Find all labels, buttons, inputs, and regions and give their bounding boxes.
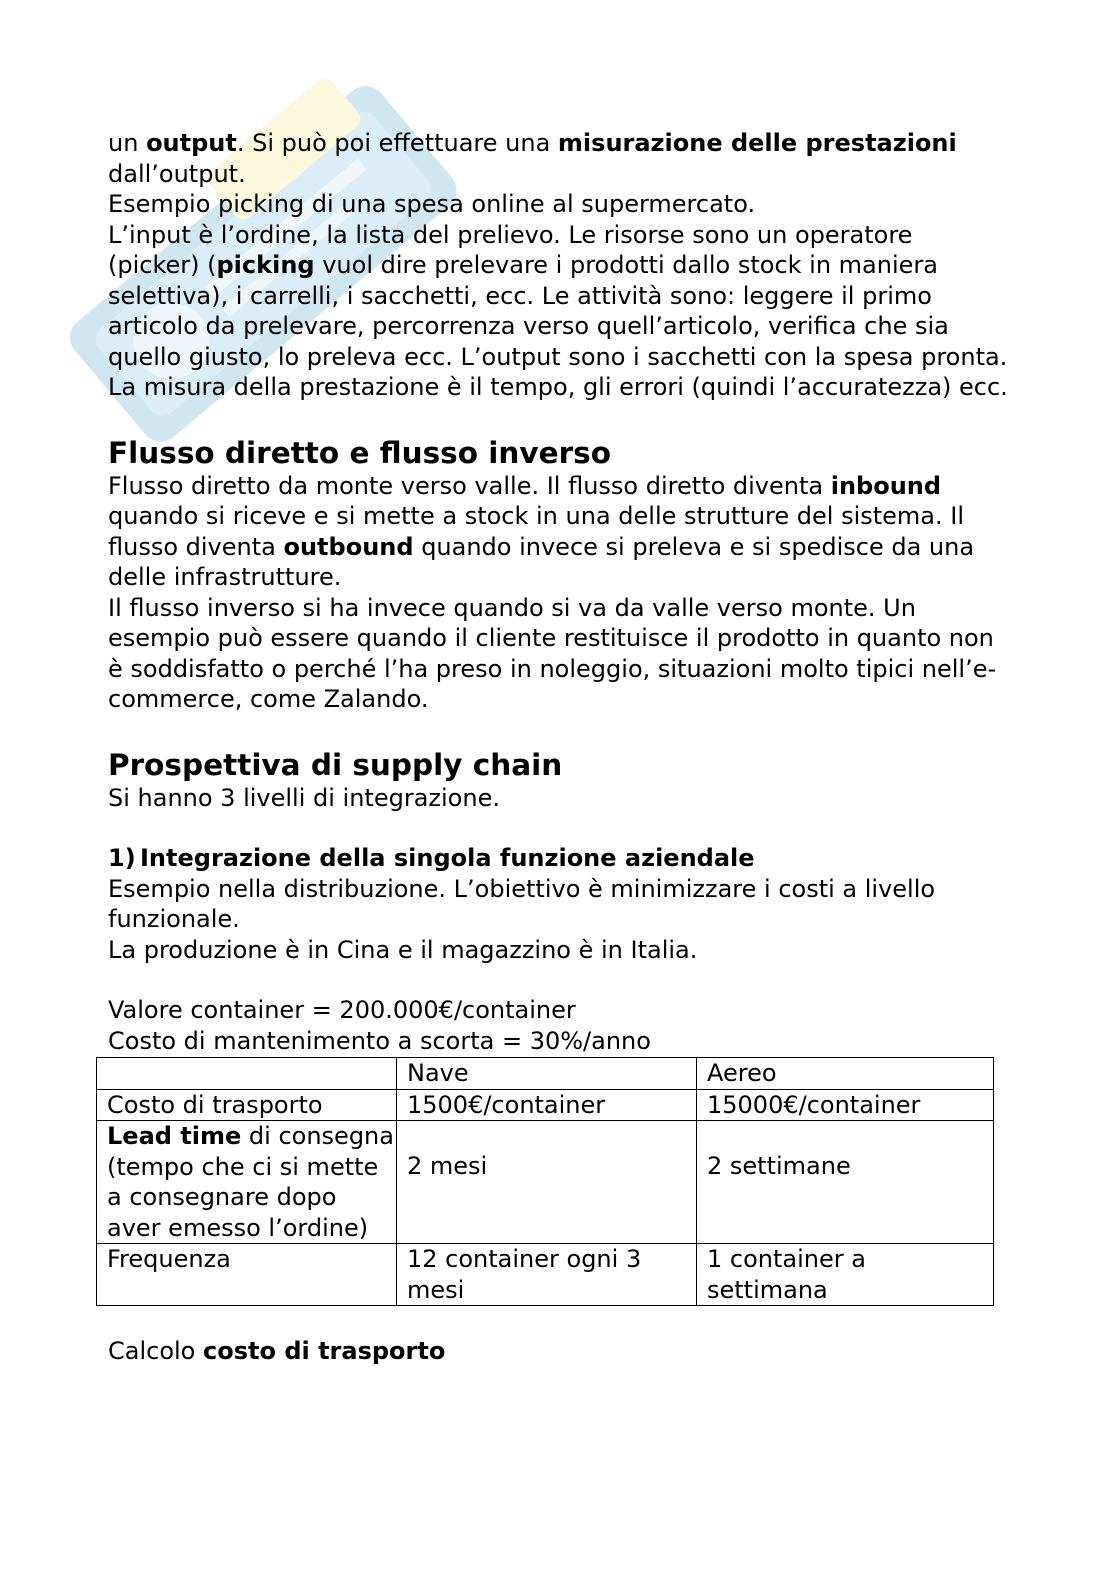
table-cell: 1500€/container [397, 1089, 697, 1121]
list-number: 1) [108, 844, 136, 872]
table-cell: Frequenza [97, 1244, 397, 1306]
subheading-integrazione: 1) Integrazione della singola funzione aziendale [108, 844, 755, 872]
intro-example: Esempio picking di una spesa online al supermercato. [108, 190, 756, 218]
table-cell: 2 settimane [697, 1121, 994, 1244]
costo-mantenimento: Costo di mantenimento a scorta = 30%/anno [108, 1026, 651, 1055]
table-cell: 15000€/container [697, 1089, 994, 1121]
table-cell [97, 1058, 397, 1090]
supply-chain-intro: Si hanno 3 livelli di integrazione. [108, 783, 500, 812]
integrazione-paragraph-2: La produzione è in Cina e il magazzino è in Italia. [108, 935, 698, 964]
flusso-paragraph-2: Il flusso inverso si ha invece quando si va da valle verso monte. Un esempio può essere quando il cliente restituisce il prodotto in quanto non è soddisfatto o perché l’ha preso in noleggio, situazioni molto tipici nell’e-commerce, come Zalando. [108, 593, 997, 713]
section-heading-supply-chain: Prospettiva di supply chain [108, 747, 563, 782]
comparison-table [96, 1057, 994, 1306]
calcolo-line: Calcolo costo di trasporto [108, 1337, 446, 1365]
section-heading-flusso: Flusso diretto e flusso inverso [108, 435, 611, 470]
table-cell: Lead time di consegna (tempo che ci si mette a consegnare dopo aver emesso l’ordine) [97, 1121, 397, 1244]
table-cell: Costo di trasporto [97, 1089, 397, 1121]
table-header-nave: Nave [397, 1058, 697, 1090]
document-page [108, 128, 1008, 1367]
table-cell: 2 mesi [397, 1121, 697, 1244]
table-cell: 12 container ogni 3 mesi [397, 1244, 697, 1306]
table-row [97, 1244, 994, 1306]
valore-container: Valore container = 200.000€/container [108, 996, 576, 1024]
table-row [97, 1089, 994, 1121]
intro-paragraph: L’input è l’ordine, la lista del prelievo. Le risorse sono un operatore (picker) (picking vuol dire prelevare i prodotti dallo stock in maniera selettiva), i carrelli, i sacchetti, ecc. Le attività sono: leggere il primo articolo da prelevare, percorrenza verso quell’articolo, verifica che sia quello giusto, lo preleva ecc. L’output sono i sacchetti con la spesa pronta. La misura della prestazione è il tempo, gli errori (quindi l’accuratezza) ecc. [108, 220, 1008, 401]
intro-line: un output. Si può poi effettuare una misurazione delle prestazioni dall’output. [108, 129, 957, 188]
table-cell: 1 container a settimana [697, 1244, 994, 1306]
flusso-paragraph-1: Flusso diretto da monte verso valle. Il flusso diretto diventa inbound quando si riceve e si mette a stock in una delle strutture del sistema. Il flusso diventa outbound quando invece si preleva e si spedisce da una delle infrastrutture. [108, 471, 975, 591]
integrazione-paragraph-1: Esempio nella distribuzione. L’obiettivo è minimizzare i costi a livello funzionale. [108, 874, 936, 933]
table-header-row [97, 1058, 994, 1090]
table-row [97, 1121, 994, 1244]
table-header-aereo: Aereo [697, 1058, 994, 1090]
